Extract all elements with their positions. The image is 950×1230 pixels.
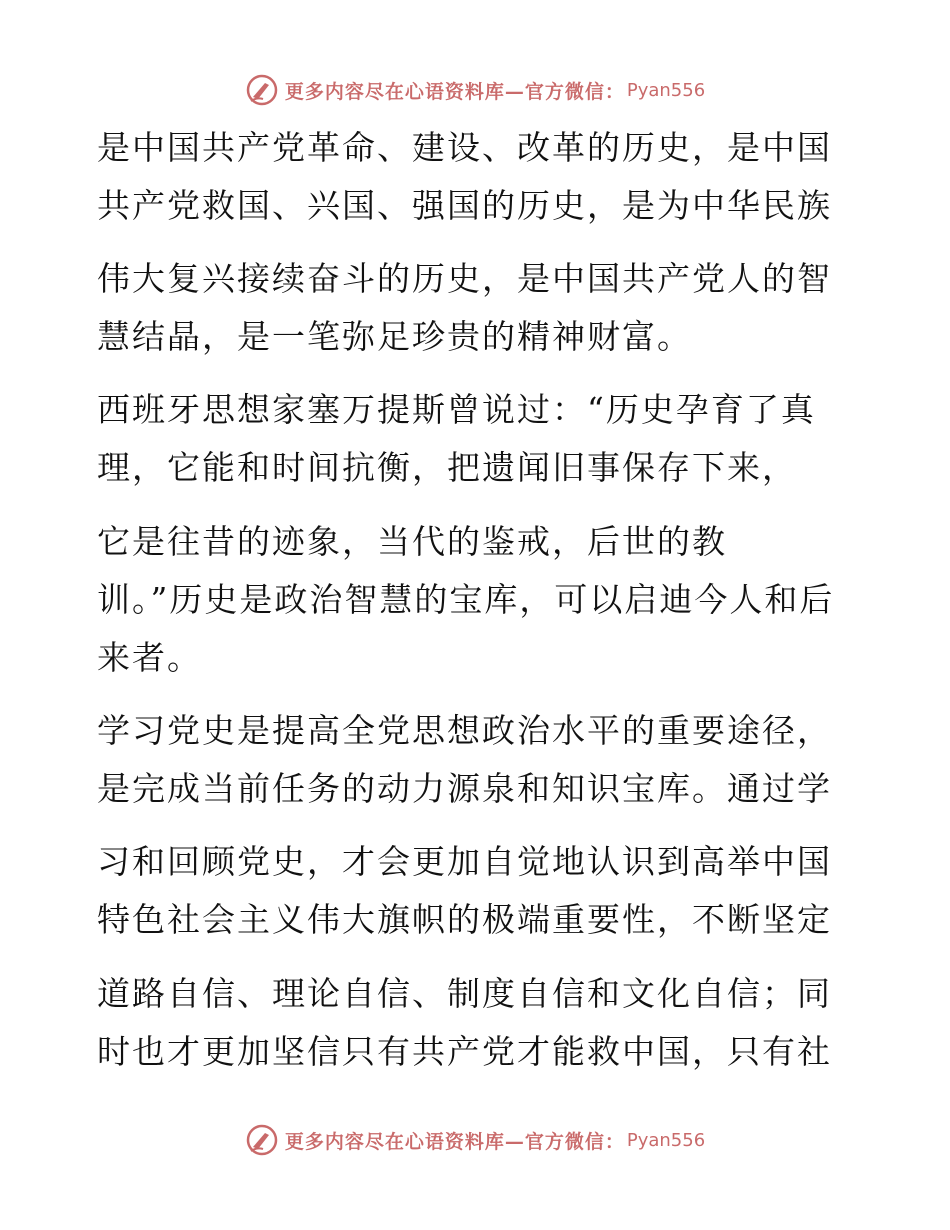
text-line: 时也才更加坚信只有共产党才能救中国，只有社 (97, 1032, 832, 1071)
watermark-text: 更多内容尽在心语资料库—官方微信： (284, 80, 625, 103)
text-line: 是完成当前任务的动力源泉和知识宝库。通过学 (97, 769, 832, 808)
pen-logo-icon (245, 1123, 279, 1157)
text-line: 共产党救国、兴国、强国的历史，是为中华民族 (97, 186, 832, 225)
text-line: 训。”历史是政治智慧的宝库，可以启迪今人和后 (97, 580, 835, 619)
text-line: 特色社会主义伟大旗帜的极端重要性，不断坚定 (97, 900, 832, 939)
text-line: 它是往昔的迹象，当代的鉴戒，后世的教 (97, 522, 727, 561)
text-line: 来者。 (97, 638, 202, 677)
text-line: 学习党史是提高全党思想政治水平的重要途径， (97, 711, 832, 750)
watermark-contact: Pyan556 (626, 1129, 706, 1151)
watermark-text: 更多内容尽在心语资料库—官方微信： (284, 1130, 625, 1153)
text-line: 慧结晶，是一笔弥足珍贵的精神财富。 (97, 317, 692, 356)
text-line: 伟大复兴接续奋斗的历史，是中国共产党人的智 (97, 259, 832, 298)
text-line: 西班牙思想家塞万提斯曾说过：“历史孕育了真 (97, 390, 816, 429)
footer-watermark (0, 1120, 950, 1160)
text-line: 习和回顾党史，才会更加自觉地认识到高举中国 (97, 842, 832, 881)
text-line: 道路自信、理论自信、制度自信和文化自信；同 (97, 974, 832, 1013)
text-line: 理，它能和时间抗衡，把遗闻旧事保存下来， (97, 448, 797, 487)
text-line: 是中国共产党革命、建设、改革的历史，是中国 (97, 128, 832, 167)
watermark-contact: Pyan556 (626, 79, 706, 101)
